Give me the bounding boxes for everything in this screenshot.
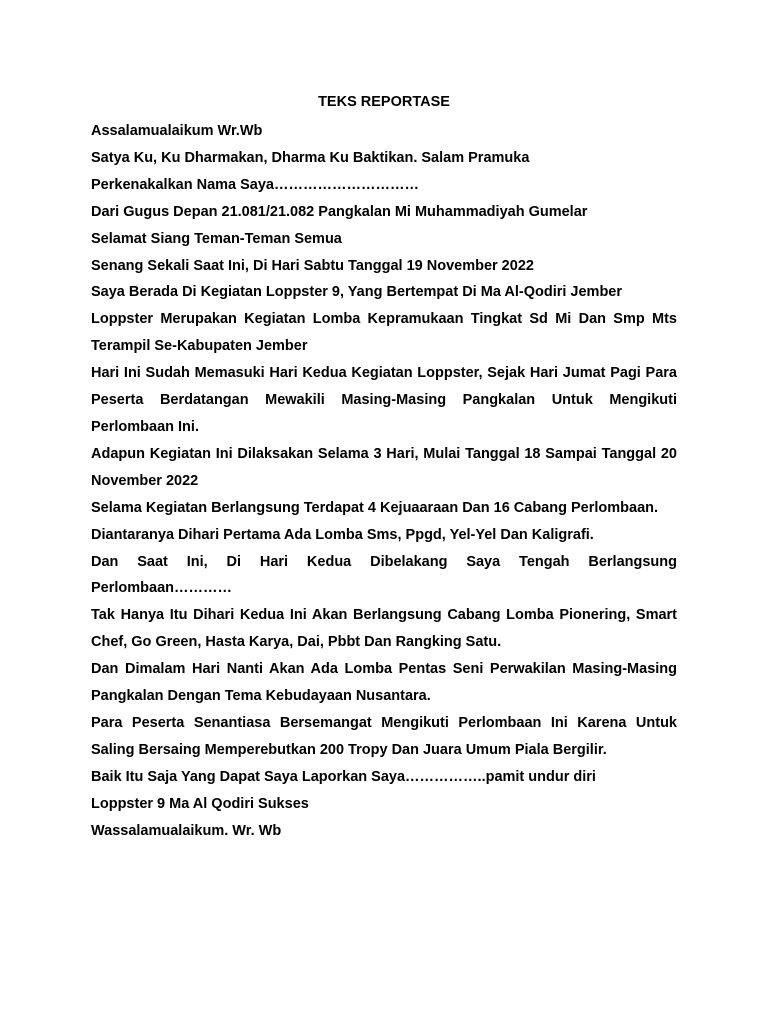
paragraph-evening-events: Dan Dimalam Hari Nanti Akan Ada Lomba Pentas Seni Perwakilan Masing-Masing Pangkalan Dengan Tema Kebudayaan Nusantara. [91,661,677,705]
paragraph-second-day: Hari Ini Sudah Memasuki Hari Kedua Kegiatan Loppster, Sejak Hari Jumat Pagi Para Peserta Berdatangan Mewakili Masing-Masing Pangkalan Untuk Mengikuti Perlombaan Ini. [91,365,677,435]
paragraph-date: Senang Sekali Saat Ini, Di Hari Sabtu Tanggal 19 November 2022 [91,257,534,274]
paragraph-scout-motto: Satya Ku, Ku Dharmakan, Dharma Ku Baktikan. Salam Pramuka [91,149,530,166]
paragraph-event-description: Loppster Merupakan Kegiatan Lomba Kepramukaan Tingkat Sd Mi Dan Smp Mts Terampil Se-Kabupaten Jember [91,311,677,355]
paragraph-greeting: Assalamualaikum Wr.Wb [91,123,263,139]
paragraph-championships: Selama Kegiatan Berlangsung Terdapat 4 Kejuaaraan Dan 16 Cabang Perlombaan. [91,499,659,516]
paragraph-duration: Adapun Kegiatan Ini Dilaksakan Selama 3 Hari, Mulai Tanggal 18 Sampai Tanggal 20 November 2022 [91,445,677,489]
paragraph-participants: Para Peserta Senantiasa Bersemangat Mengikuti Perlombaan Ini Karena Untuk Saling Bersaing Memperebutkan 200 Tropy Dan Juara Umum Piala Bergilir. [91,714,677,758]
paragraph-location: Saya Berada Di Kegiatan Loppster 9, Yang Bertempat Di Ma Al-Qodiri Jember [91,284,623,301]
paragraph-salutation: Selamat Siang Teman-Teman Semua [91,230,342,247]
paragraph-second-day-events: Tak Hanya Itu Dihari Kedua Ini Akan Berlangsung Cabang Lomba Pionering, Smart Chef, Go Green, Hasta Karya, Dai, Pbbt Dan Rangking Satu. [91,607,677,651]
paragraph-first-day-events: Diantaranya Dihari Pertama Ada Lomba Sms, Ppgd, Yel-Yel Dan Kaligrafi. [91,526,594,543]
paragraph-slogan: Loppster 9 Ma Al Qodiri Sukses [91,795,309,812]
paragraph-ongoing: Dan Saat Ini, Di Hari Kedua Dibelakang Saya Tengah Berlangsung Perlombaan………… [91,553,677,597]
paragraph-farewell: Wassalamualaikum. Wr. Wb [91,822,282,839]
document-title: TEKS REPORTASE [318,94,450,110]
paragraph-origin: Dari Gugus Depan 21.081/21.082 Pangkalan Mi Muhammadiyah Gumelar [91,203,588,220]
document-body [91,118,677,844]
paragraph-introduction: Perkenakalkan Nama Saya………………………… [91,176,419,193]
paragraph-closing: Baik Itu Saja Yang Dapat Saya Laporkan Saya……………..pamit undur diri [91,768,596,785]
